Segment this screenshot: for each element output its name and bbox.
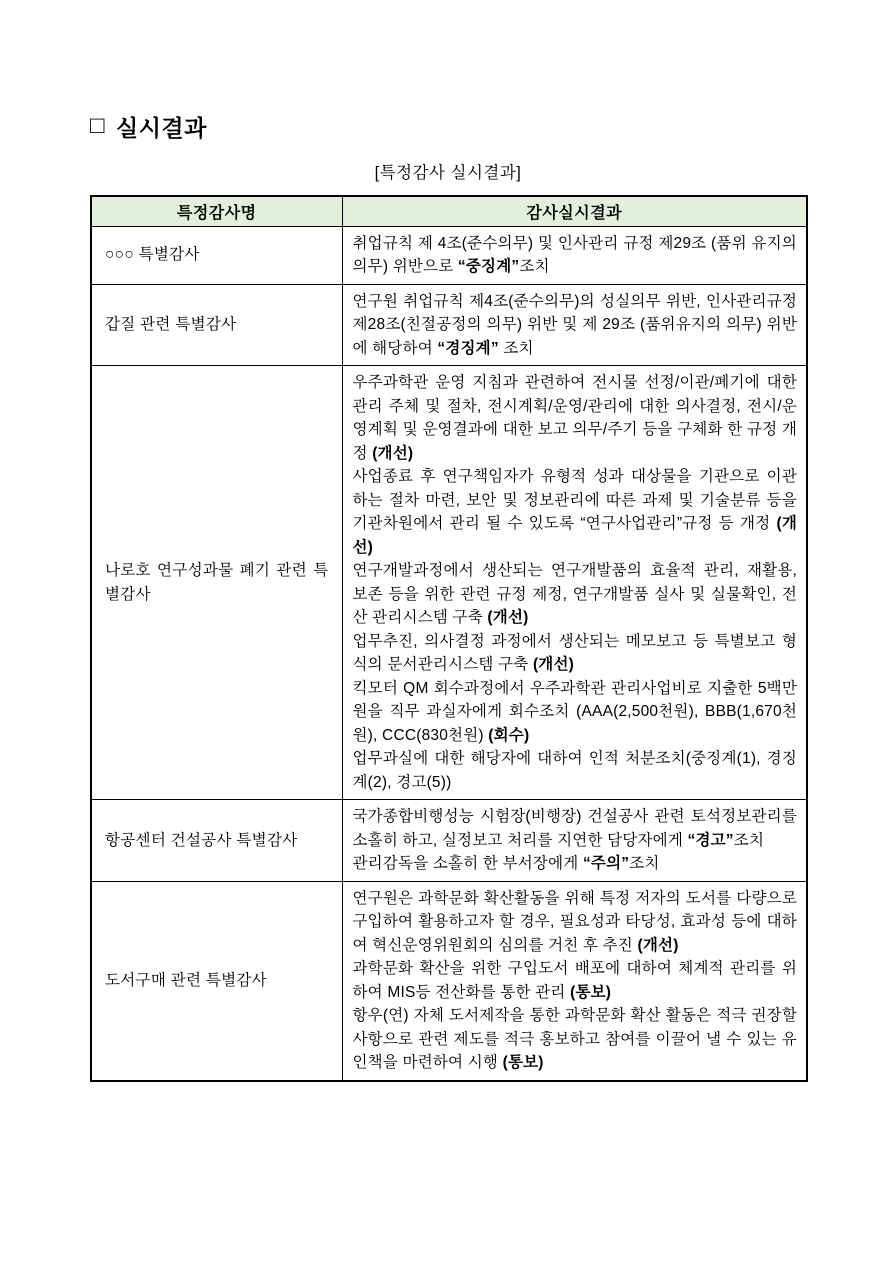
emphasis-text: (개선) bbox=[487, 609, 529, 626]
text-segment: 조치 bbox=[519, 258, 550, 275]
square-bullet-icon: □ bbox=[90, 111, 105, 139]
result-paragraph bbox=[353, 465, 798, 559]
audit-result-cell bbox=[342, 284, 807, 366]
result-paragraph bbox=[353, 371, 798, 465]
text-segment: 항우(연) 자체 도서제작을 통한 과학문화 확산 활동은 적극 권장할 사항으로 관련 제도를 적극 홍보하고 참여를 이끌어 낼 수 있는 유인책을 마련하여 시행 bbox=[352, 1007, 797, 1071]
emphasis-text: (개선) bbox=[637, 936, 679, 954]
audit-result-cell bbox=[342, 226, 807, 284]
emphasis-text: (회수) bbox=[488, 726, 530, 744]
text-segment: 킥모터 QM 회수과정에서 우주과학관 관리사업비로 지출한 5백만원을 직무 과실자에게 회수조치 (AAA(2,500천원), BBB(1,670천원), CCC(830천원) bbox=[352, 679, 797, 744]
audit-name-cell: 갑질 관련 특별감사 bbox=[91, 284, 342, 366]
text-segment: 관리감독을 소홀히 한 부서장에게 bbox=[352, 855, 583, 872]
table-row bbox=[91, 366, 807, 800]
text-segment: 국가종합비행성능 시험장(비행장) 건설공사 관련 토석정보관리를 소홀히 하고, 실정보고 처리를 지연한 담당자에게 bbox=[352, 808, 797, 849]
emphasis-text: (통보) bbox=[570, 983, 612, 1001]
emphasis-text: (개선) bbox=[372, 444, 414, 462]
result-paragraph bbox=[353, 887, 798, 958]
table-row bbox=[91, 226, 807, 284]
audit-results-table bbox=[90, 195, 808, 1082]
text-segment: 조치 bbox=[733, 831, 765, 849]
audit-result-cell bbox=[342, 800, 807, 882]
result-paragraph bbox=[353, 957, 798, 1004]
text-segment: 업무과실에 대한 해당자에 대하여 인적 처분조치(중징계(1), 경징계(2), 경고(5)) bbox=[352, 750, 797, 791]
table-row bbox=[91, 284, 807, 366]
emphasis-text: “주의” bbox=[582, 855, 630, 872]
text-segment: 연구원 취업규칙 제4조(준수의무)의 성실의무 위반, 인사관리규정 제28조(친절공정의 의무) 위반 및 제 29조 (품위유지의 의무) 위반에 해당하여 bbox=[352, 292, 797, 357]
table-header bbox=[91, 196, 807, 226]
result-paragraph bbox=[353, 747, 798, 794]
result-paragraph bbox=[353, 232, 798, 279]
emphasis-text: (개선) bbox=[532, 656, 575, 673]
text-segment: 사업종료 후 연구책임자가 유형적 성과 대상물을 기관으로 이관 하는 절차 마련, 보안 및 정보관리에 따른 과제 및 기술분류 등을 기관차원에서 관리 될 수 있도록 “연구사업관리”규정 등 개정 bbox=[352, 468, 797, 532]
table-caption: [특정감사 실시결과] bbox=[374, 164, 522, 182]
header-row bbox=[91, 196, 807, 226]
emphasis-text: (개선) bbox=[352, 515, 797, 556]
header-cell-audit-name: 특정감사명 bbox=[91, 196, 342, 226]
header-cell-audit-result: 감사실시결과 bbox=[342, 196, 807, 226]
text-segment: 과학문화 확산을 위한 구입도서 배포에 대하여 체계적 관리를 위하여 MIS등 전산화를 통한 관리 bbox=[352, 960, 797, 1001]
page-title bbox=[90, 110, 806, 143]
table-row bbox=[91, 800, 807, 882]
audit-result-cell bbox=[342, 881, 807, 1081]
audit-name-cell: ○○○ 특별감사 bbox=[91, 226, 342, 284]
text-segment: 업무추진, 의사결정 과정에서 생산되는 메모보고 등 특별보고 형식의 문서관리시스템 구축 bbox=[352, 632, 797, 673]
audit-result-cell bbox=[342, 366, 807, 800]
emphasis-text: “중징계” bbox=[457, 258, 520, 275]
emphasis-text: (통보) bbox=[502, 1054, 544, 1071]
emphasis-text: “경징계” bbox=[437, 339, 499, 357]
text-segment: 우주과학관 운영 지침과 관련하여 전시물 선정/이관/폐기에 대한 관리 주체 및 절차, 전시계획/운영/관리에 대한 의사결정, 전시/운영계획 및 운영결과에 대한 보고 의무/주기 등을 구체화 한 규정 개정 bbox=[352, 374, 797, 462]
result-paragraph bbox=[353, 1004, 798, 1075]
audit-name-cell: 나로호 연구성과물 폐기 관련 특별감사 bbox=[91, 366, 342, 800]
text-segment: 연구원은 과학문화 확산활동을 위해 특정 저자의 도서를 다량으로 구입하여 활용하고자 할 경우, 필요성과 타당성, 효과성 등에 대하여 혁신운영위원회의 심의를 거친 후 추진 bbox=[352, 889, 797, 954]
result-paragraph bbox=[353, 677, 798, 748]
result-paragraph bbox=[353, 630, 798, 677]
table-row bbox=[91, 881, 807, 1081]
text-segment: 취업규칙 제 4조(준수의무) 및 인사관리 규정 제29조 (품위 유지의 의무) 위반으로 bbox=[352, 234, 797, 275]
text-segment: 연구개발과정에서 생산되는 연구개발품의 효율적 관리, 재활용, 보존 등을 위한 관련 규정 제정, 연구개발품 실사 및 실물확인, 전산 관리시스템 구축 bbox=[352, 562, 797, 626]
audit-name-cell: 도서구매 관련 특별감사 bbox=[91, 881, 342, 1081]
text-segment: 조치 bbox=[498, 339, 534, 357]
text-segment: 조치 bbox=[629, 855, 660, 872]
result-paragraph bbox=[353, 852, 798, 876]
emphasis-text: “경고” bbox=[687, 831, 734, 849]
result-paragraph bbox=[353, 290, 798, 361]
result-paragraph bbox=[353, 559, 798, 630]
audit-name-cell: 항공센터 건설공사 특별감사 bbox=[91, 800, 342, 882]
table-body bbox=[91, 226, 807, 1081]
page-title-text: 실시결과 bbox=[116, 115, 207, 141]
result-paragraph bbox=[353, 805, 798, 852]
